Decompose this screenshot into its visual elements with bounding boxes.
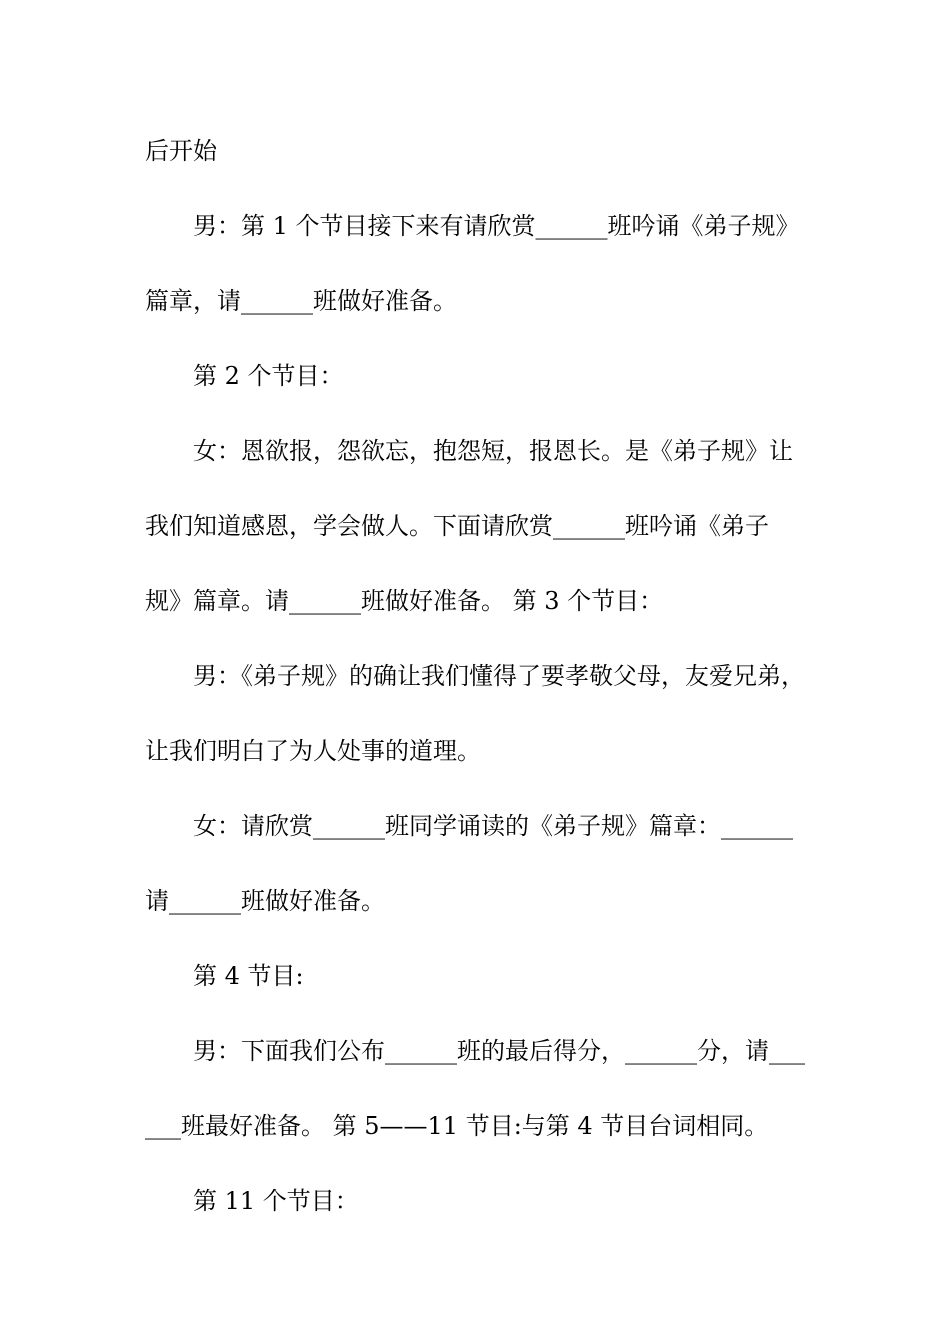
text-line: 女：恩欲报，怨欲忘，抱怨短，报恩长。是《弟子规》让 xyxy=(193,437,793,465)
text-line: ___班最好准备。 第 5——11 节目:与第 4 节目台词相同。 xyxy=(145,1112,769,1140)
text-line: 篇章，请______班做好准备。 xyxy=(145,287,457,315)
text-line: 让我们明白了为人处事的道理。 xyxy=(145,737,481,765)
text-line: 请______班做好准备。 xyxy=(145,887,385,915)
text-line: 男：下面我们公布______班的最后得分，______分，请___ xyxy=(193,1037,805,1065)
text-line: 第 11 个节目： xyxy=(193,1187,359,1215)
text-line: 后开始 xyxy=(145,137,217,165)
text-line: 规》篇章。请______班做好准备。 第 3 个节目： xyxy=(145,587,664,615)
text-line: 第 2 个节目： xyxy=(193,362,344,390)
text-line: 女：请欣赏______班同学诵读的《弟子规》篇章：______ xyxy=(193,812,793,840)
text-line: 我们知道感恩，学会做人。下面请欣赏______班吟诵《弟子 xyxy=(145,512,769,540)
text-line: 男：第 1 个节目接下来有请欣赏______班吟诵《弟子规》 xyxy=(193,212,800,240)
text-line: 第 4 节目: xyxy=(193,962,304,990)
text-line: 男：《弟子规》的确让我们懂得了要孝敬父母，友爱兄弟， xyxy=(193,662,805,690)
